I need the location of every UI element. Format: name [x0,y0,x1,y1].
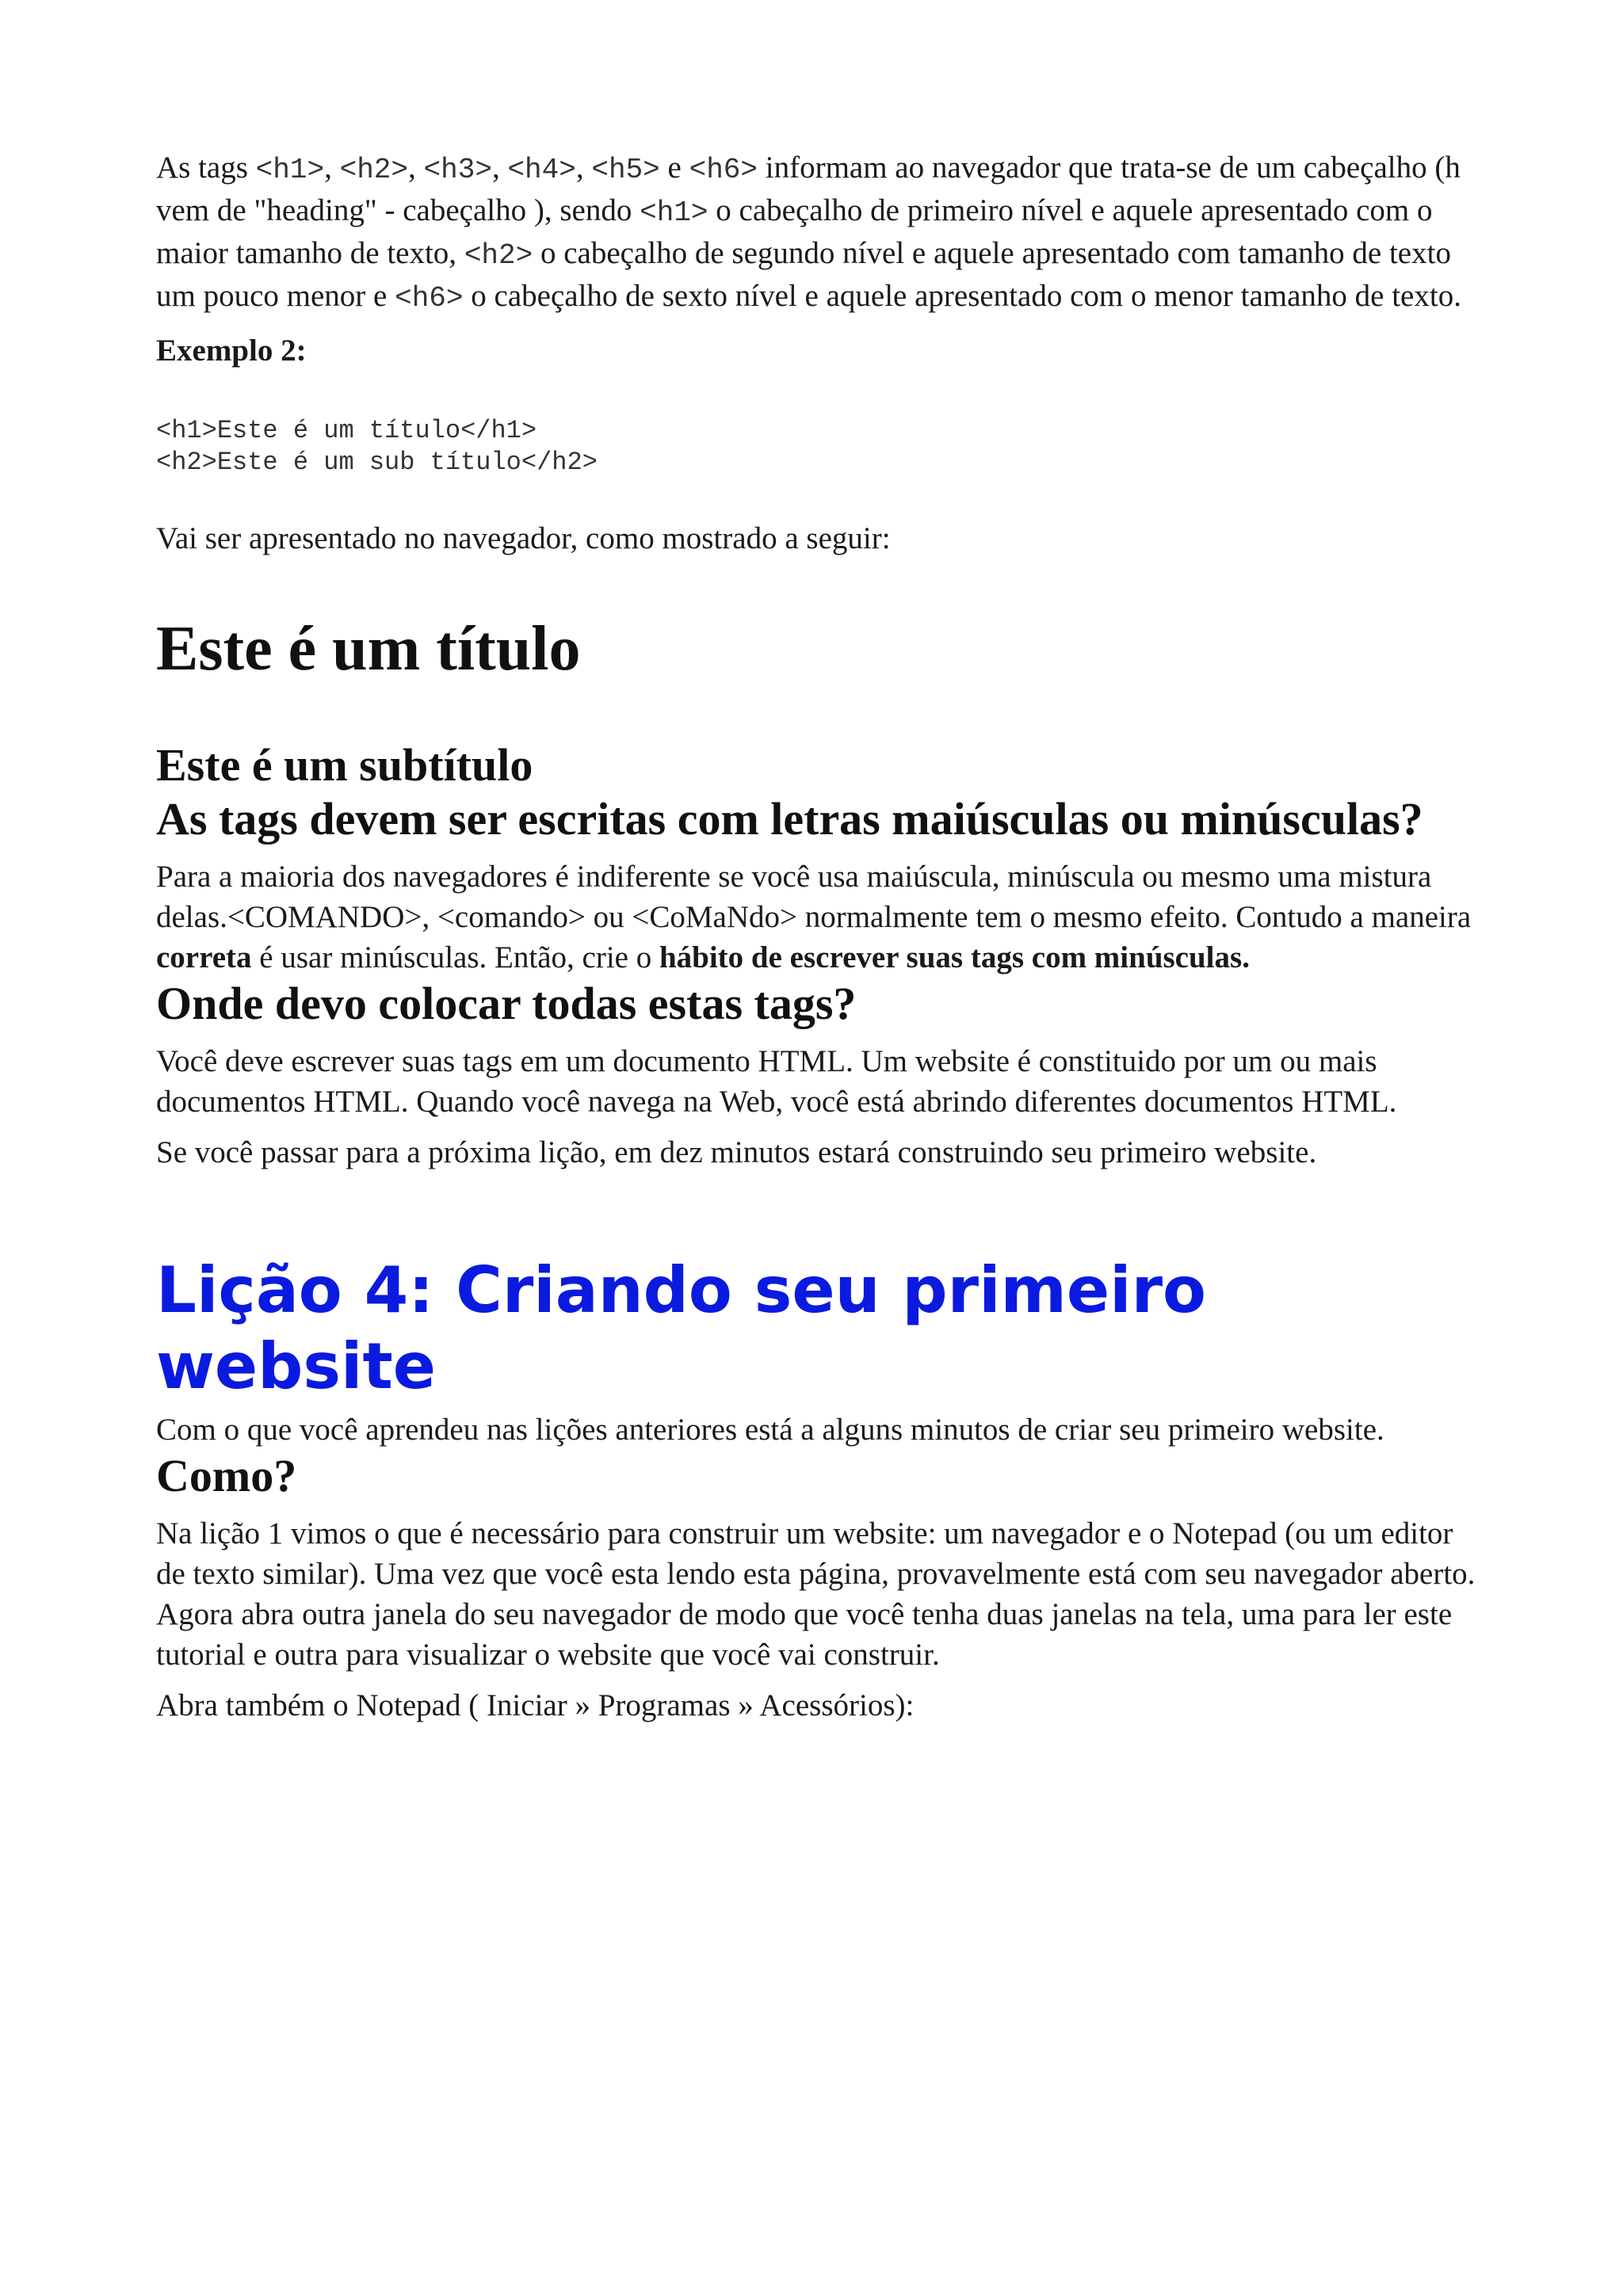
example-result-intro: Vai ser apresentado no navegador, como mostrado a seguir: [156,521,891,555]
document-page [156,147,1487,1726]
tag-code: <h6> [689,154,758,186]
where-paragraph-2: Se você passar para a próxima lição, em dez minutos estará construindo seu primeiro website. [156,1135,1317,1169]
tag-code: <h4> [507,154,576,186]
demo-heading-2: Este é um subtítulo [156,739,533,791]
section-heading-where: Onde devo colocar todas estas tags? [156,978,857,1029]
section-heading-case: As tags devem ser escritas com letras maiúsculas ou minúsculas? [156,793,1423,845]
intro-text: e [659,151,689,185]
code-example: <h1>Este é um título</h1> <h2>Este é um sub título</h2> [156,416,598,477]
how-paragraph-1: Na lição 1 vimos o que é necessário para construir um website: um navegador e o Notepad (ou um editor de texto similar). Uma vez que você esta lendo esta página, provavelmente está com seu navegador aberto. Agora abra outra janela do seu navegador de modo que você tenha duas janelas na tela, uma para ler este tutorial e outra para visualizar o website que você vai construir. [156,1516,1476,1672]
lesson-intro: Com o que você aprendeu nas lições anteriores está a alguns minutos de criar seu primeiro website. [156,1413,1384,1447]
intro-text: informam ao navegador que trata-se de um cabeçalho (h vem de "heading" - cabeçalho ), sendo [156,151,1461,227]
intro-text: As tags [156,151,256,185]
where-paragraph-1: Você deve escrever suas tags em um documento HTML. Um website é constituido por um ou mais documentos HTML. Quando você navega na Web, você está abrindo diferentes documentos HTML. [156,1044,1397,1119]
tag-code: <h1> [255,154,325,186]
intro-text: , [324,151,340,185]
intro-text: , [575,151,592,185]
lesson-title: Lição 4: Criando seu primeiro website [156,1253,1206,1403]
bold-text: correta [156,940,252,974]
intro-paragraph [156,147,1487,318]
bold-text: hábito de escrever suas tags com minúsculas. [659,940,1250,974]
section-heading-how: Como? [156,1450,297,1501]
example-label: Exemplo 2: [156,334,307,368]
case-text: Para a maioria dos navegadores é indiferente se você usa maiúscula, minúscula ou mesmo uma mistura delas.<COMANDO>, <comando> ou <CoMaNdo> normalmente tem o mesmo efeito. Contudo a maneira [156,860,1472,934]
intro-text: o cabeçalho de primeiro nível e aquele apresentado com o maior tamanho de texto, [156,193,1433,270]
intro-text: , [491,151,508,185]
tag-code: <h5> [591,154,660,186]
tag-code: <h3> [423,154,492,186]
case-text: é usar minúsculas. Então, crie o [251,940,659,974]
tag-code: <h2> [339,154,409,186]
tag-code: <h1> [640,196,708,229]
how-paragraph-2: Abra também o Notepad ( Iniciar » Programas » Acessórios): [156,1688,915,1722]
tag-code: <h6> [395,282,464,315]
intro-text: , [408,151,424,185]
tag-code: <h2> [464,239,533,272]
intro-text: o cabeçalho de sexto nível e aquele apresentado com o menor tamanho de texto. [463,279,1461,313]
intro-text: o cabeçalho de segundo nível e aquele apresentado com tamanho de texto um pouco menor e [156,236,1451,313]
case-paragraph [156,856,1487,978]
demo-heading-1: Este é um título [156,614,581,684]
